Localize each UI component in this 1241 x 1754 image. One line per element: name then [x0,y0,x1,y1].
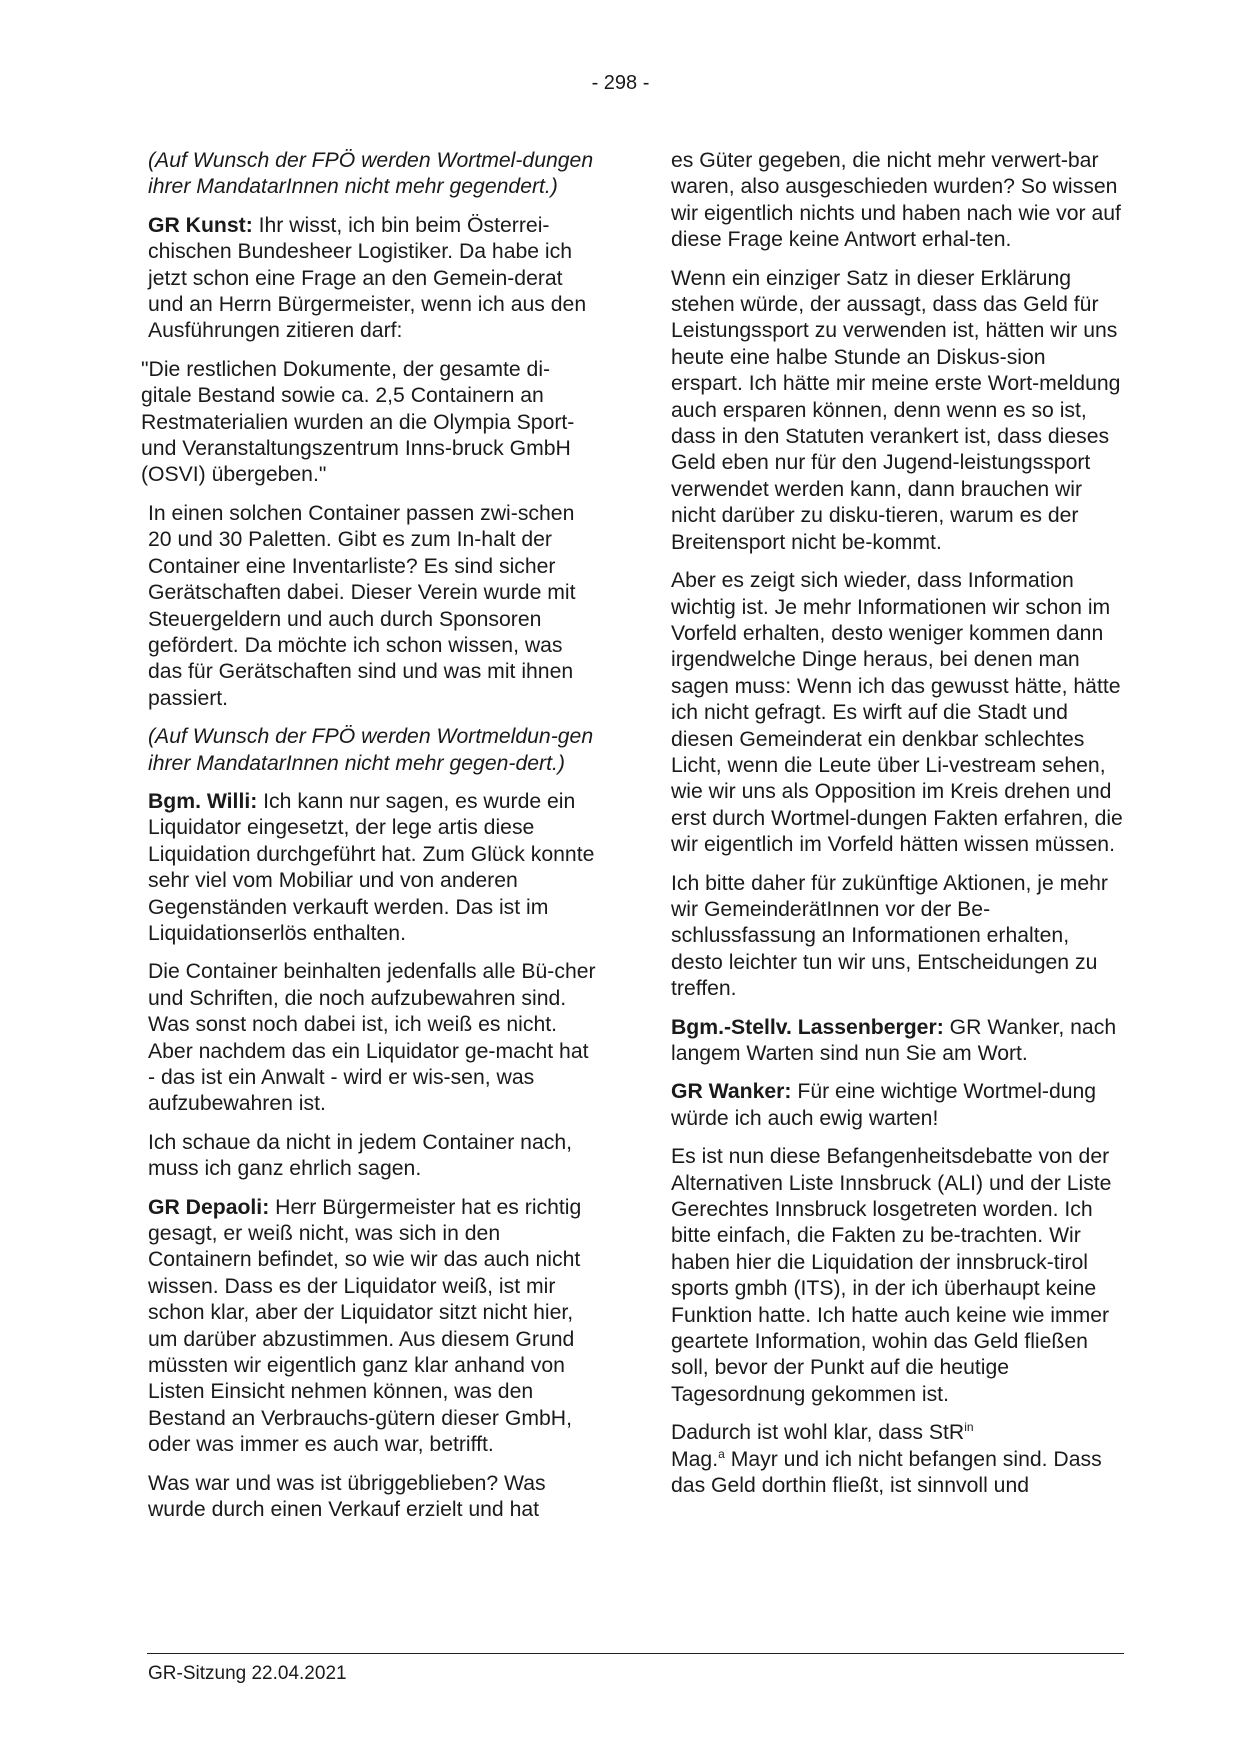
speech-paragraph: Die Container beinhalten jedenfalls alle Bü-cher und Schriften, die noch aufzubewahren sind. Was sonst noch dabei ist, ich weiß es nicht. Aber nachdem das ein Liquidator ge-macht hat - das ist ein Anwalt - wird er wis-sen, was aufzubewahren ist. [148,960,596,1116]
speech-text: Mayr und ich nicht befangen sind. Dass das Geld dorthin fließt, ist sinnvoll und [671,1447,1102,1498]
speech-text: Herr Bürgermeister hat es richtig gesagt, er weiß nicht, was sich in den Containern befindet, so wie wir das auch nicht wissen. Dass es der Liquidator weiß, ist mir schon klar, aber der Liquidator sitzt nicht hier, um darüber abzustimmen. Aus diesem Grund müssten wir eigentlich ganz klar anhand von Listen Einsicht nehmen können, was den Bestand an Verbrauchs-gütern dieser GmbH, oder was immer es auch war, betrifft. [148,1195,582,1457]
speaker-name: Bgm.-Stellv. Lassenberger: [671,1015,944,1039]
speech-paragraph [148,213,600,345]
speech-text: GR Wanker, nach langem Warten sind nun Sie am Wort. [671,1015,1117,1065]
speaker-name: GR Kunst: [148,213,253,237]
speech-text: Ihr wisst, ich bin beim Österrei-chischen Bundesheer Logistiker. Da habe ich jetzt schon eine Frage an den Gemein-derat und an Herrn Bürgermeister, wenn ich aus den Ausführungen zitieren darf: [148,213,587,343]
speech-paragraph [148,789,600,947]
speaker-name: GR Wanker: [671,1080,792,1104]
speaker-name: Bgm. Willi: [148,789,258,813]
speech-paragraph: Ich schaue da nicht in jedem Container nach, muss ich ganz ehrlich sagen. [148,1130,573,1181]
speech-paragraph: Was war und was ist übriggeblieben? Was wurde durch einen Verkauf erzielt und hat [148,1471,546,1522]
editorial-note: (Auf Wunsch der FPÖ werden Wortmel-dungen ihrer MandatarInnen nicht mehr gegendert.) [148,149,594,199]
speech-text: Für eine wichtige Wortmel-dung würde ich auch ewig warten! [671,1080,1097,1130]
speech-text: Ich kann nur sagen, es wurde ein Liquidator eingesetzt, der lege artis diese Liquidation durchgeführt hat. Zum Glück konnte sehr viel vom Mobiliar und von anderen Gegenständen verkauft werden. Das ist im Liquidationserlös enthalten. [148,789,595,945]
quotation: "Die restlichen Dokumente, der gesamte di-gitale Bestand sowie ca. 2,5 Containern an Restmaterialien wurden an die Olympia Sport- und Veranstaltungszentrum Inns-bruck GmbH (OSVI) übergeben." [141,357,575,487]
speech-paragraph: Ich bitte daher für zukünftige Aktionen, je mehr wir GemeinderätInnen vor der Be-schlussfassung an Informationen erhalten, desto leichter tun wir uns, Entscheidungen zu treffen. [671,871,1108,1001]
speech-paragraph: Aber es zeigt sich wieder, dass Information wichtig ist. Je mehr Informationen wir schon im Vorfeld erhalten, desto weniger kommen dann irgendwelche Dinge heraus, bei denen man sagen muss: Wenn ich das gewusst hätte, hätte ich nicht gefragt. Es wirft auf die Stadt und diesen Gemeinderat ein denkbar schlechtes Licht, wenn die Leute über Li-vestream sehen, wie wir uns als Opposition im Kreis drehen und erst durch Wortmel-dungen Fakten erfahren, die wir eigentlich im Vorfeld hätten wissen müssen. [671,569,1123,857]
speech-paragraph: In einen solchen Container passen zwi-schen 20 und 30 Paletten. Gibt es zum In-halt der Container eine Inventarliste? Es sind sicher Gerätschaften dabei. Dieser Verein wurde mit Steuergeldern und auch durch Sponsoren gefördert. Da möchte ich schon wissen, was das für Gerätschaften sind und was mit ihnen passiert. [148,501,576,710]
footer-divider [147,1653,1124,1654]
speech-paragraph [671,1015,1123,1068]
speech-text: Dadurch ist wohl klar, dass StR [671,1421,965,1445]
speech-paragraph: es Güter gegeben, die nicht mehr verwert-bar waren, also ausgeschieden wurden? So wissen wir eigentlich nichts und haben nach wie vor auf diese Frage keine Antwort erhal-ten. [671,149,1121,252]
speech-paragraph: Wenn ein einziger Satz in dieser Erklärung stehen würde, der aussagt, dass das Geld für Leistungssport zu verwenden ist, hätten wir uns heute eine halbe Stunde an Diskus-sion erspart. Ich hätte mir meine erste Wort-meldung auch ersparen können, denn wenn es so ist, dass in den Statuten verankert ist, dass dieses Geld eben nur für den Jugend-leistungssport verwendet werden kann, dann brauchen wir nicht darüber zu disku-tieren, warum es der Breitensport nicht be-kommt. [671,266,1121,554]
speech-paragraph: Es ist nun diese Befangenheitsdebatte von der Alternativen Liste Innsbruck (ALI) und der Liste Gerechtes Innsbruck losgetreten worden. Ich bitte einfach, die Fakten zu be-trachten. Wir haben hier die Liquidation der innsbruck-tirol sports gmbh (ITS), in der ich überhaupt keine Funktion hatte. Ich hatte auch keine wie immer geartete Information, wohin das Geld fließen soll, bevor der Punkt auf die heutige Tagesordnung gekommen ist. [671,1145,1112,1406]
right-column [671,148,1123,1512]
superscript: a [718,1446,725,1461]
editorial-note: (Auf Wunsch der FPÖ werden Wortmeldun-gen ihrer MandatarInnen nicht mehr gegen-dert.) [148,725,594,775]
page-number: - 298 - [591,72,650,94]
left-column [141,148,600,1536]
speech-paragraph [671,1420,1123,1499]
speech-paragraph [148,1195,600,1459]
speech-paragraph [671,1079,1123,1132]
footer-text: GR-Sitzung 22.04.2021 [148,1663,347,1684]
speech-text: Mag. [671,1447,719,1471]
speaker-name: GR Depaoli: [148,1195,270,1219]
superscript: in [964,1420,974,1435]
